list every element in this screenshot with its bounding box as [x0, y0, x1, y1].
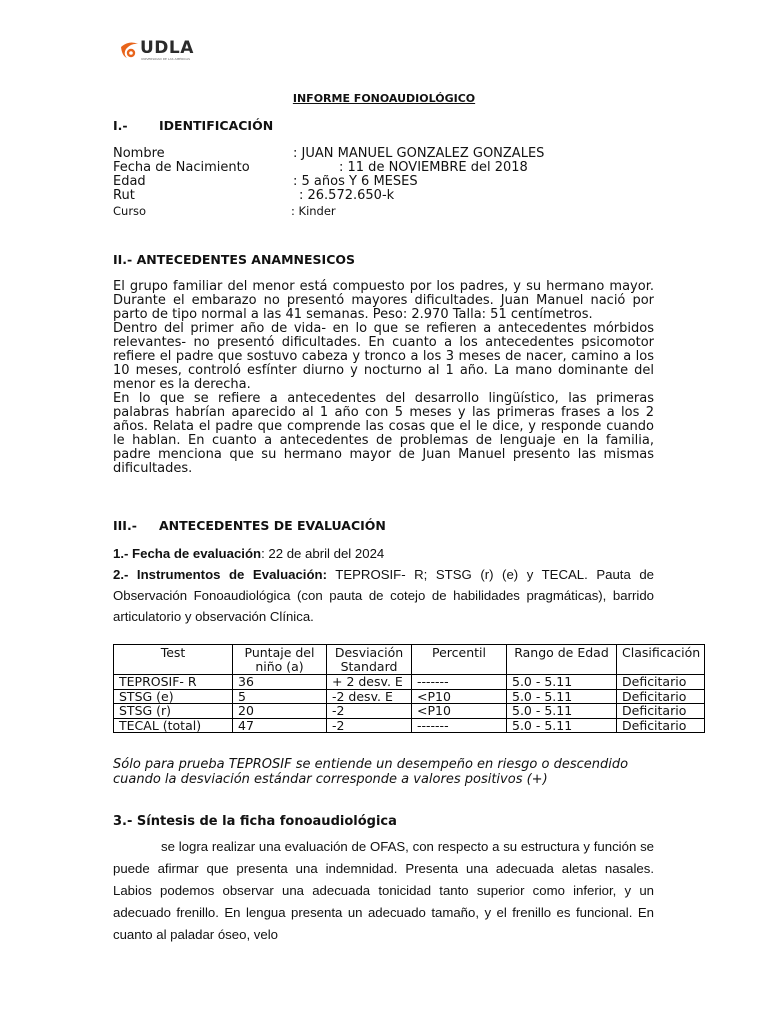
- cell-desviacion: -2: [327, 704, 412, 719]
- synthesis-heading: 3.- Síntesis de la ficha fonoaudiológica: [113, 814, 397, 829]
- field-value-rut: : 26.572.650-k: [299, 188, 395, 203]
- cell-test: STSG (e): [114, 689, 233, 704]
- cell-desviacion: -2: [327, 718, 412, 733]
- anamnesis-paragraph-1: El grupo familiar del menor está compuesto por los padres, y su hermano mayor. Durante el embarazo no presentó mayores dificultades. Juan Manuel nació por parto de tipo normal a las 41 semanas. Peso: 2.970 Talla: 51 centímetros.: [113, 279, 654, 322]
- cell-test: STSG (r): [114, 704, 233, 719]
- cell-clasificacion: Deficitario: [617, 675, 705, 690]
- cell-puntaje: 47: [233, 718, 327, 733]
- field-value-edad: : 5 años Y 6 MESES: [293, 174, 418, 189]
- cell-percentil: -------: [412, 718, 507, 733]
- synthesis-paragraph: se logra realizar una evaluación de OFAS, con respecto a su estructura y función se puede afirmar que presenta una indemnidad. Presenta una adecuada aletas nasales. Labios podemos observar una adecuada tonicidad tanto superior como inferior, y un adecuado frenillo. En lengua presenta un adecuado tamaño, y el frenillo es funcional. En cuanto al paladar óseo, velo: [113, 839, 654, 942]
- section-3-heading: ANTECEDENTES DE EVALUACIÓN: [159, 518, 386, 533]
- cell-rango: 5.0 - 5.11: [507, 718, 617, 733]
- header-desviacion: Desviación Standard: [327, 645, 412, 675]
- anamnesis-paragraph-2: Dentro del primer año de vida- en lo que se refieren a antecedentes mórbidos relevantes- no presentó dificultades. En cuanto a los antecedentes psicomotor refiere el padre que sostuvo cabeza y tronco a los 3 meses de nacer, camino a los 10 meses, controló esfínter diurno y nocturno al 1 año. La mano dominante del menor es la derecha.: [113, 321, 654, 392]
- cell-desviacion: + 2 desv. E: [327, 675, 412, 690]
- field-label-nombre: Nombre: [113, 146, 165, 161]
- header-test: Test: [114, 645, 233, 675]
- section-1-number: I.-: [113, 118, 128, 133]
- anamnesis-paragraph-3: En lo que se refiere a antecedentes del desarrollo lingüístico, las primeras palabras habrían aparecido al 1 año con 5 meses y las primeras frases a los 2 años. Relata el padre que comprende las cosas que el le dice, y responde cuando le hablan. En cuanto a antecedentes de problemas de lenguaje en la familia, padre menciona que su hermano mayor de Juan Manuel presento las mismas dificultades.: [113, 391, 654, 476]
- logo-tagline: UNIVERSIDAD DE LAS AMÉRICAS: [141, 57, 191, 61]
- synthesis-text: [113, 836, 654, 946]
- table-row: [114, 689, 705, 704]
- instruments-label: 2.- Instrumentos de Evaluación:: [113, 567, 327, 582]
- header-rango-edad: Rango de Edad: [507, 645, 617, 675]
- table-row: [114, 704, 705, 719]
- cell-clasificacion: Deficitario: [617, 689, 705, 704]
- header-percentil: Percentil: [412, 645, 507, 675]
- anamnesis-text: [113, 280, 654, 476]
- section-3-number: III.-: [113, 518, 137, 533]
- cell-clasificacion: Deficitario: [617, 704, 705, 719]
- field-label-rut: Rut: [113, 188, 135, 203]
- results-table: [113, 644, 705, 733]
- field-value-curso: : Kinder: [291, 204, 336, 218]
- table-row: [114, 675, 705, 690]
- field-value-fecha-nacimiento: : 11 de NOVIEMBRE del 2018: [339, 160, 528, 175]
- cell-percentil: -------: [412, 675, 507, 690]
- cell-puntaje: 20: [233, 704, 327, 719]
- field-label-curso: Curso: [113, 204, 147, 218]
- cell-clasificacion: Deficitario: [617, 718, 705, 733]
- header-clasificacion: Clasificación: [617, 645, 705, 675]
- cell-test: TECAL (total): [114, 718, 233, 733]
- cell-desviacion: -2 desv. E: [327, 689, 412, 704]
- table-footnote: Sólo para prueba TEPROSIF se entiende un desempeño en riesgo o descendido cuando la desviación estándar corresponde a valores positivos (+): [113, 757, 629, 787]
- table-row: [114, 718, 705, 733]
- logo-wordmark: UDLA: [140, 38, 194, 58]
- cell-puntaje: 5: [233, 689, 327, 704]
- cell-rango: 5.0 - 5.11: [507, 675, 617, 690]
- cell-test: TEPROSIF- R: [114, 675, 233, 690]
- evaluation-details: [113, 543, 654, 627]
- field-value-nombre: : JUAN MANUEL GONZALEZ GONZALES: [293, 146, 545, 161]
- table-header-row: [114, 645, 705, 675]
- document-title: INFORME FONOAUDIOLÓGICO: [292, 92, 476, 105]
- cell-percentil: <P10: [412, 704, 507, 719]
- field-label-edad: Edad: [113, 174, 146, 189]
- cell-rango: 5.0 - 5.11: [507, 689, 617, 704]
- header-puntaje: Puntaje del niño (a): [233, 645, 327, 675]
- section-1-heading: IDENTIFICACIÓN: [159, 118, 274, 133]
- cell-rango: 5.0 - 5.11: [507, 704, 617, 719]
- instruments-value: TEPROSIF- R; STSG (r) (e) y TECAL. Pauta de Observación Fonoaudiológica (con pauta de cotejo de habilidades pragmáticas), barrido articulatorio y observación Clínica.: [113, 567, 654, 624]
- eval-date-value: : 22 de abril del 2024: [261, 546, 385, 561]
- section-2-heading: II.- ANTECEDENTES ANAMNESICOS: [113, 252, 356, 267]
- field-label-fecha-nacimiento: Fecha de Nacimiento: [113, 160, 250, 175]
- cell-puntaje: 36: [233, 675, 327, 690]
- cell-percentil: <P10: [412, 689, 507, 704]
- eval-date-label: 1.- Fecha de evaluación: [113, 546, 262, 561]
